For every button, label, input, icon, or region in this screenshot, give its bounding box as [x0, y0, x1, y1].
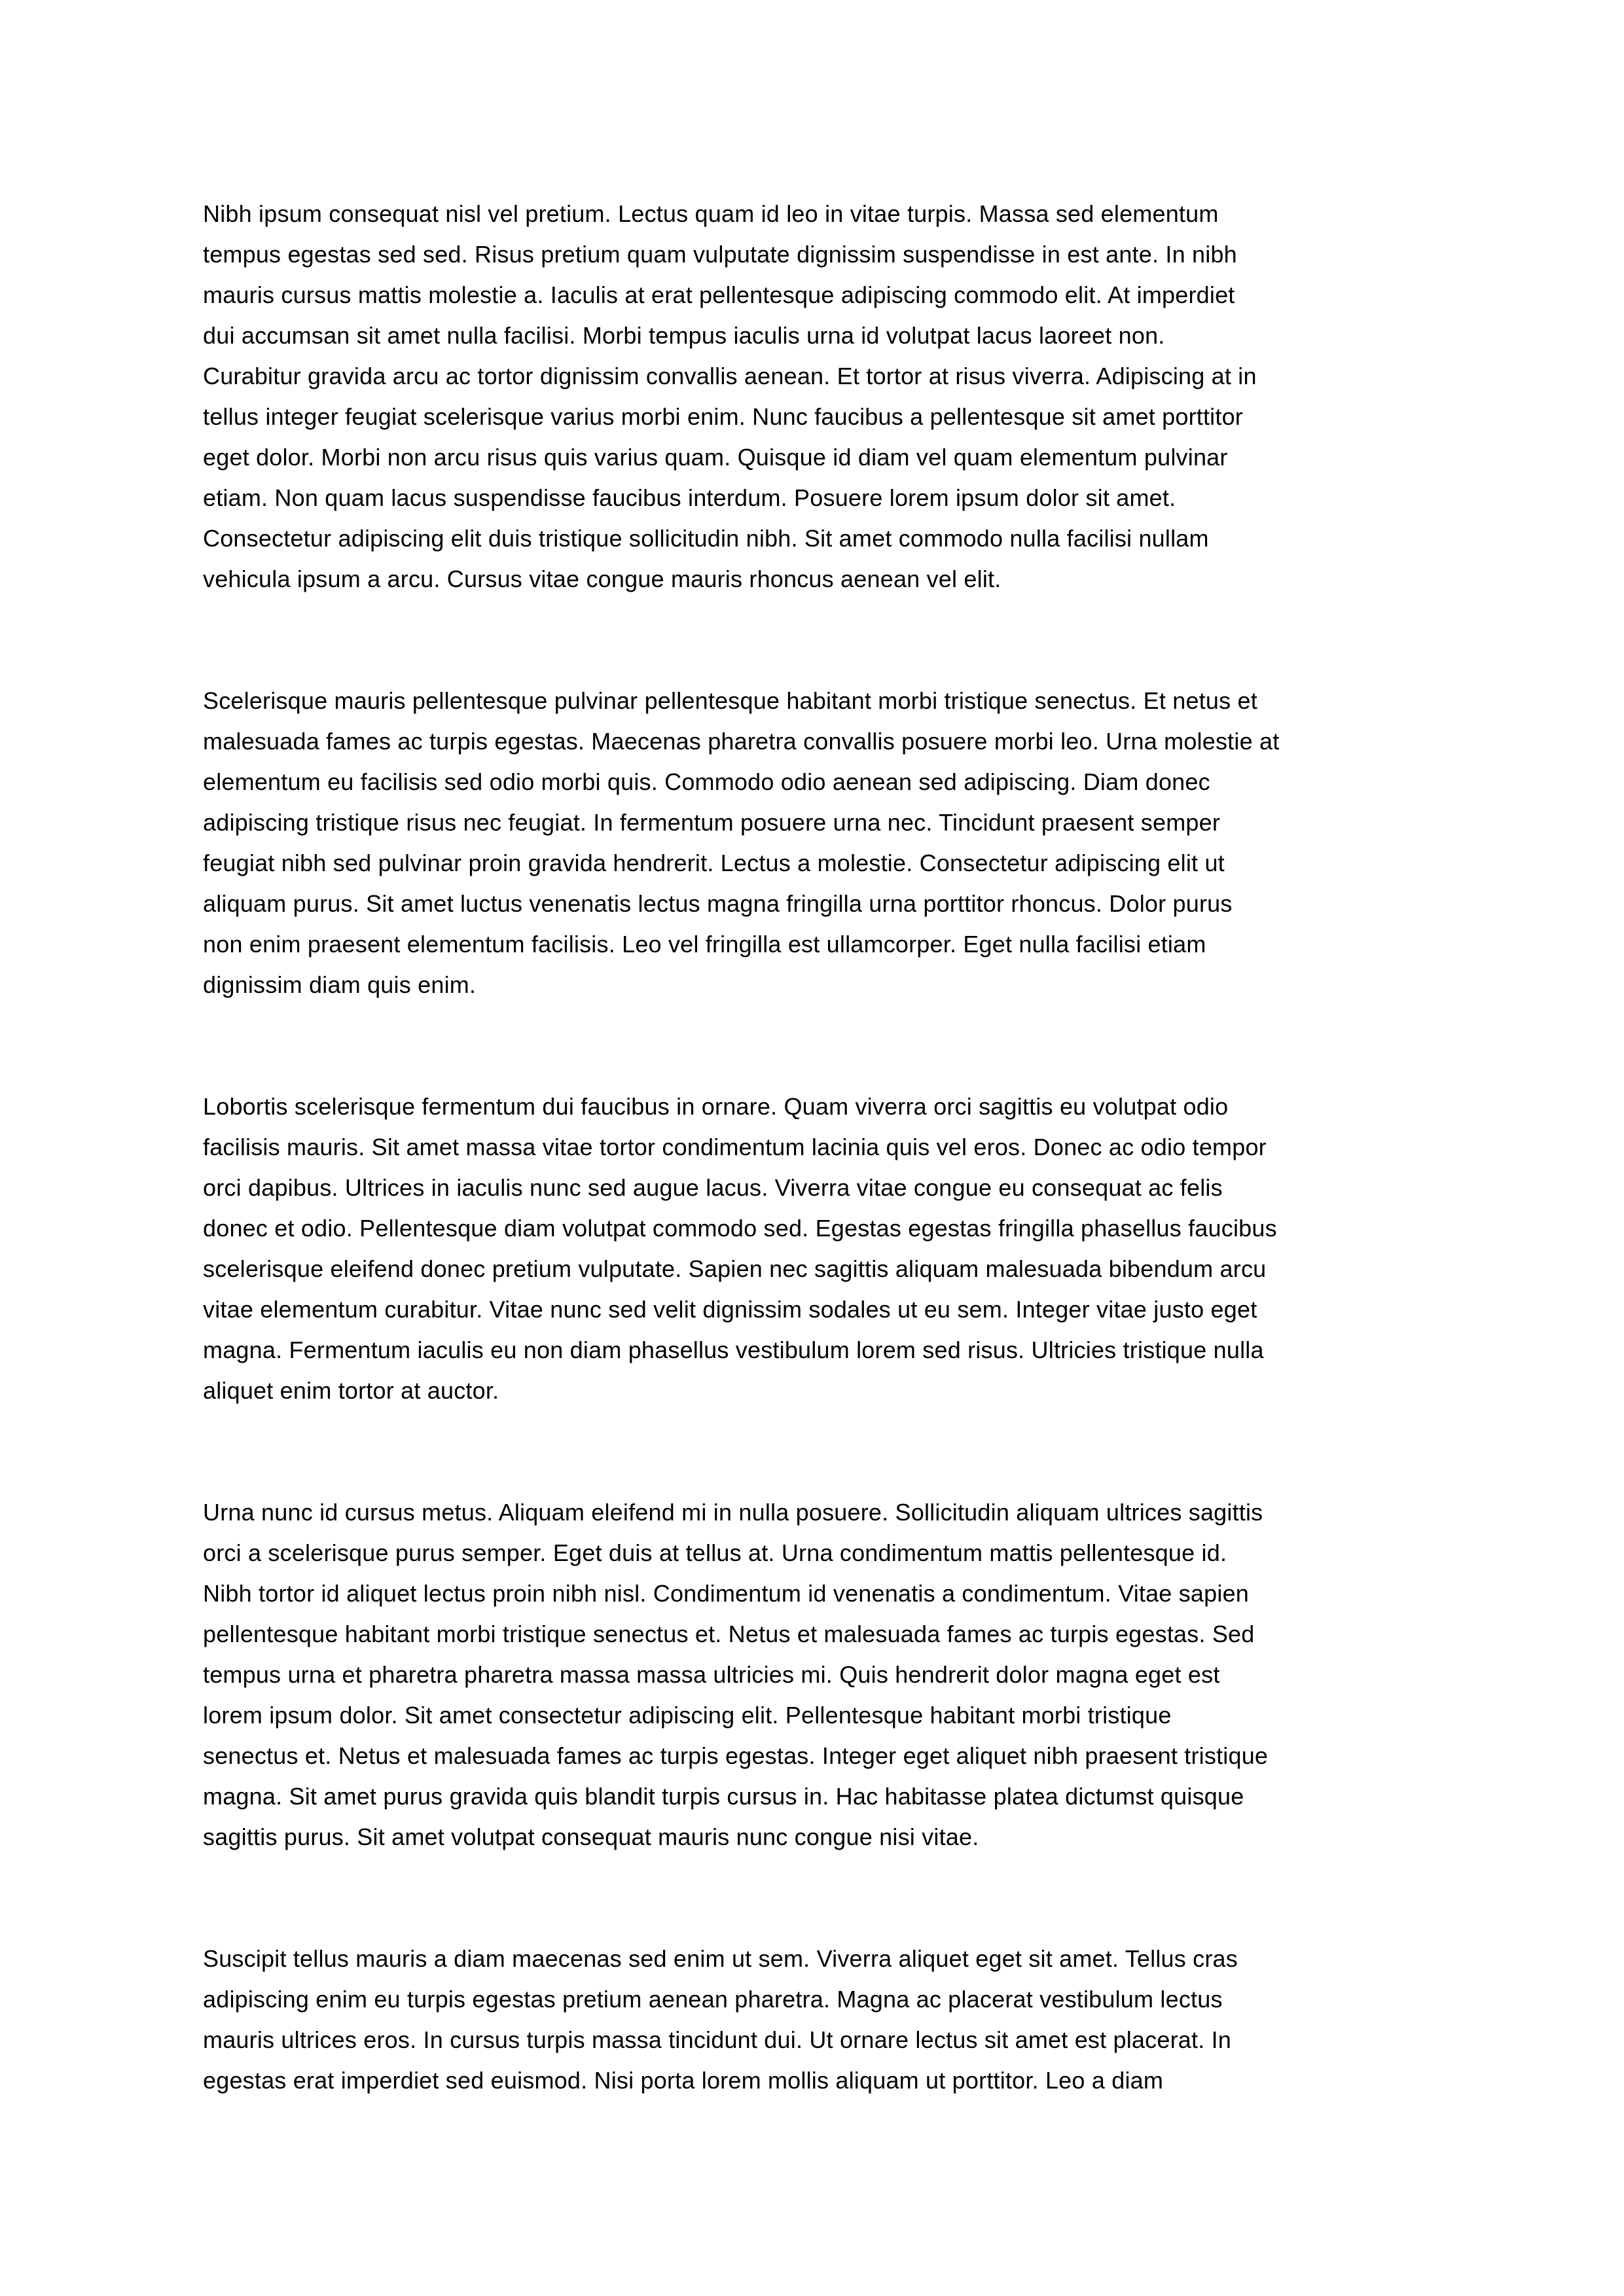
text-line: tempus urna et pharetra pharetra massa massa ultricies mi. Quis hendrerit dolor magna eget est: [203, 1661, 1220, 1688]
text-line: egestas erat imperdiet sed euismod. Nisi porta lorem mollis aliquam ut porttitor. Leo a diam: [203, 2067, 1164, 2094]
text-line: non enim praesent elementum facilisis. Leo vel fringilla est ullamcorper. Eget nulla facilisi etiam: [203, 931, 1206, 958]
text-line: Urna nunc id cursus metus. Aliquam eleifend mi in nulla posuere. Sollicitudin aliquam ultrices sagittis: [203, 1499, 1263, 1526]
text-line: vehicula ipsum a arcu. Cursus vitae congue mauris rhoncus aenean vel elit.: [203, 565, 1001, 592]
text-line: mauris ultrices eros. In cursus turpis massa tincidunt dui. Ut ornare lectus sit amet est placerat. In: [203, 2026, 1232, 2053]
text-line: Scelerisque mauris pellentesque pulvinar pellentesque habitant morbi tristique senectus. Et netus et: [203, 687, 1257, 714]
text-line: magna. Fermentum iaculis eu non diam phasellus vestibulum lorem sed risus. Ultricies tristique nulla: [203, 1336, 1264, 1363]
text-line: tempus egestas sed sed. Risus pretium quam vulputate dignissim suspendisse in est ante. In nibh: [203, 241, 1237, 268]
text-line: sagittis purus. Sit amet volutpat consequat mauris nunc congue nisi vitae.: [203, 1823, 979, 1850]
text-line: mauris cursus mattis molestie a. Iaculis at erat pellentesque adipiscing commodo elit. At imperdiet: [203, 281, 1235, 308]
paragraph: [203, 681, 1429, 1005]
text-line: Nibh tortor id aliquet lectus proin nibh nisl. Condimentum id venenatis a condimentum. Vitae sapien: [203, 1580, 1250, 1607]
text-line: pellentesque habitant morbi tristique senectus et. Netus et malesuada fames ac turpis egestas. Sed: [203, 1621, 1255, 1647]
text-line: Consectetur adipiscing elit duis tristique sollicitudin nibh. Sit amet commodo nulla facilisi nullam: [203, 525, 1209, 552]
text-line: Lobortis scelerisque fermentum dui faucibus in ornare. Quam viverra orci sagittis eu volutpat odio: [203, 1093, 1229, 1120]
text-line: orci a scelerisque purus semper. Eget duis at tellus at. Urna condimentum mattis pellentesque id.: [203, 1539, 1227, 1566]
paragraph: [203, 194, 1429, 600]
text-line: magna. Sit amet purus gravida quis blandit turpis cursus in. Hac habitasse platea dictumst quisque: [203, 1783, 1244, 1810]
text-line: malesuada fames ac turpis egestas. Maecenas pharetra convallis posuere morbi leo. Urna molestie at: [203, 728, 1280, 755]
text-line: adipiscing enim eu turpis egestas pretium aenean pharetra. Magna ac placerat vestibulum lectus: [203, 1986, 1223, 2013]
text-line: facilisis mauris. Sit amet massa vitae tortor condimentum lacinia quis vel eros. Donec ac odio tempor: [203, 1134, 1267, 1160]
paragraph: [203, 1939, 1429, 2101]
text-line: senectus et. Netus et malesuada fames ac turpis egestas. Integer eget aliquet nibh praesent tristique: [203, 1742, 1269, 1769]
document-body: [203, 194, 1429, 2101]
text-line: Curabitur gravida arcu ac tortor dignissim convallis aenean. Et tortor at risus viverra. Adipiscing at in: [203, 363, 1257, 389]
text-line: elementum eu facilisis sed odio morbi quis. Commodo odio aenean sed adipiscing. Diam donec: [203, 768, 1210, 795]
text-line: aliquet enim tortor at auctor.: [203, 1377, 499, 1404]
text-line: eget dolor. Morbi non arcu risus quis varius quam. Quisque id diam vel quam elementum pulvinar: [203, 444, 1228, 471]
text-line: dui accumsan sit amet nulla facilisi. Morbi tempus iaculis urna id volutpat lacus laoreet non.: [203, 322, 1165, 349]
text-line: aliquam purus. Sit amet luctus venenatis lectus magna fringilla urna porttitor rhoncus. Dolor purus: [203, 890, 1233, 917]
text-line: lorem ipsum dolor. Sit amet consectetur adipiscing elit. Pellentesque habitant morbi tristique: [203, 1702, 1172, 1729]
text-line: feugiat nibh sed pulvinar proin gravida hendrerit. Lectus a molestie. Consectetur adipiscing elit ut: [203, 850, 1225, 876]
text-line: dignissim diam quis enim.: [203, 971, 477, 998]
text-line: etiam. Non quam lacus suspendisse faucibus interdum. Posuere lorem ipsum dolor sit amet.: [203, 484, 1176, 511]
text-line: tellus integer feugiat scelerisque varius morbi enim. Nunc faucibus a pellentesque sit amet porttitor: [203, 403, 1243, 430]
text-line: vitae elementum curabitur. Vitae nunc sed velit dignissim sodales ut eu sem. Integer vitae justo eget: [203, 1296, 1257, 1323]
text-line: Nibh ipsum consequat nisl vel pretium. Lectus quam id leo in vitae turpis. Massa sed elementum: [203, 200, 1219, 227]
text-line: donec et odio. Pellentesque diam volutpat commodo sed. Egestas egestas fringilla phasellus faucibus: [203, 1215, 1277, 1242]
paragraph: [203, 1086, 1429, 1411]
text-line: orci dapibus. Ultrices in iaculis nunc sed augue lacus. Viverra vitae congue eu consequat ac felis: [203, 1174, 1223, 1201]
text-line: Suscipit tellus mauris a diam maecenas sed enim ut sem. Viverra aliquet eget sit amet. Tellus cras: [203, 1945, 1238, 1972]
text-line: scelerisque eleifend donec pretium vulputate. Sapien nec sagittis aliquam malesuada bibendum arcu: [203, 1255, 1267, 1282]
text-line: adipiscing tristique risus nec feugiat. In fermentum posuere urna nec. Tincidunt praesent semper: [203, 809, 1221, 836]
paragraph: [203, 1492, 1429, 1857]
